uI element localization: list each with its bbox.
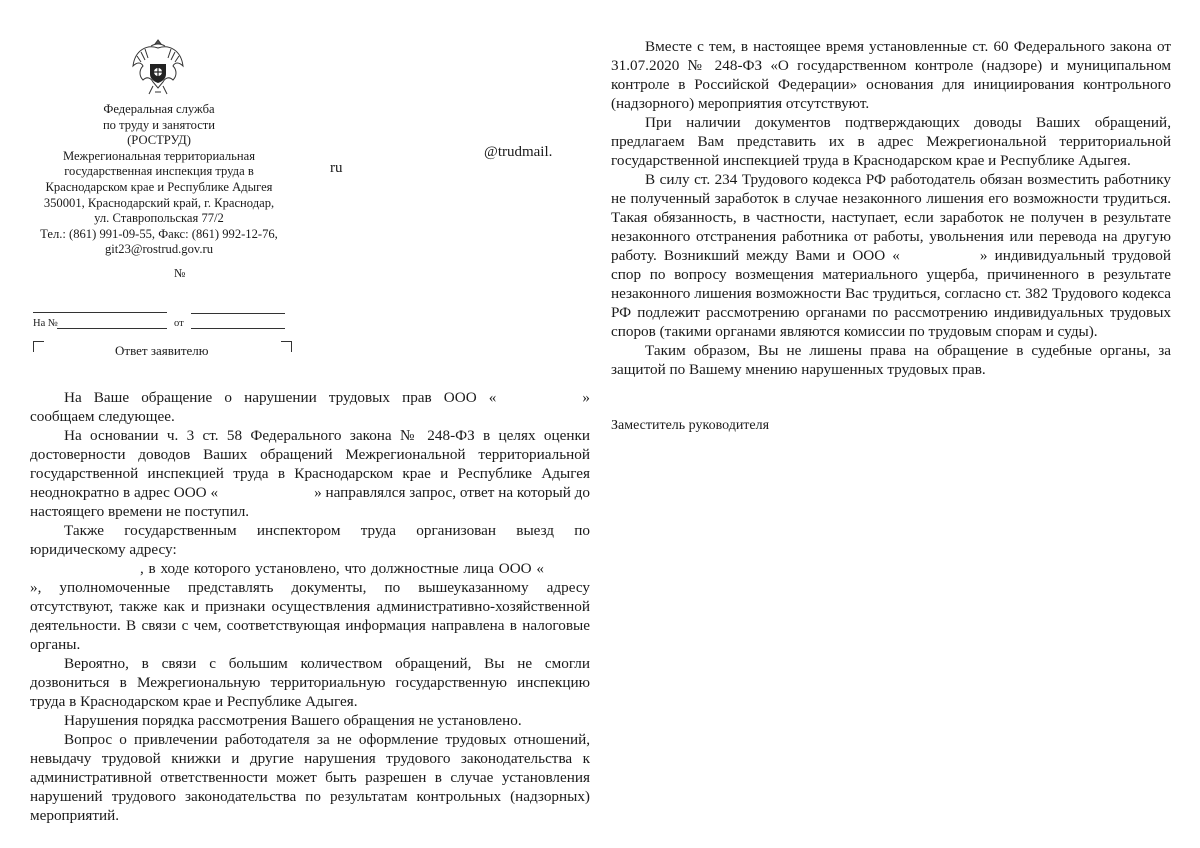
letterhead-line: 350001, Краснодарский край, г. Краснодар, (43, 195, 275, 210)
letterhead-line: Краснодарском крае и Республике Адыгея (45, 179, 273, 194)
paragraph: Вопрос о привлечении работодателя за не оформление трудовых отношений, невыдачу трудовой книжки и другие нарушения трудового законодательства к административной ответственности может быть разрешен в случае установления нарушений трудового законодательства по результатам контрольных (надзорных) мероприятий. (30, 731, 590, 824)
ref-number-field (57, 328, 167, 329)
subject-corner-left (33, 341, 44, 352)
letterhead-line: государственная инспекция труда в (64, 164, 254, 179)
paragraph (30, 426, 590, 521)
paragraph (611, 170, 1171, 341)
letter-body-right (611, 37, 1171, 379)
letterhead-line: git23@rostrud.gov.ru (104, 242, 214, 257)
outgoing-number-label: № (174, 266, 186, 280)
paragraph: Таким образом, Вы не лишены права на обращение в судебные органы, за защитой по Вашему мнению нарушенных трудовых прав. (611, 342, 1171, 378)
recipient-email-tld: ru (330, 160, 343, 176)
letterhead-line: (РОСТРУД) (127, 133, 191, 148)
ref-number-label: На № (33, 318, 58, 329)
signature-title: Заместитель руководителя (611, 418, 770, 433)
paragraph-text: На основании ч. 3 ст. 58 Федерального закона № 248-ФЗ в целях оценки достоверности доводов Ваших обращений Межрегиональной территориальной государственной инспекцией труда в Краснодарском крае и Республике Адыгея неоднократно в адрес ООО « (30, 427, 590, 501)
letterhead-line: ул. Ставропольская 77/2 (94, 211, 224, 226)
paragraph (30, 521, 590, 654)
coat-of-arms-icon (129, 36, 187, 100)
paragraph-text: В силу ст. 234 Трудового кодекса РФ работодатель обязан возместить работнику не полученный заработок в случае незаконного лишения его возможности трудиться. Такая обязанность, в частности, наступает, если заработок не получен в результате незаконного отстранения работника от работы, увольнения или перевода на другую работу. Возникший между Вами и ООО « (611, 171, 1171, 264)
letterhead-line: по труду и занятости (102, 117, 216, 132)
paragraph (30, 388, 590, 426)
subject-corner-right (281, 341, 292, 352)
paragraph-text: » сообщаем следующее. (30, 389, 590, 425)
paragraph: Вместе с тем, в настоящее время установленные ст. 60 Федерального закона от 31.07.2020 № 248-ФЗ «О государственном контроле (надзоре) и муниципальном контроле в Российской Федерации» основания для инициирования контрольного (надзорного) мероприятия отсутствуют. (611, 38, 1171, 112)
paragraph: Нарушения порядка рассмотрения Вашего обращения не установлено. (64, 712, 522, 729)
ref-date-field (191, 328, 285, 329)
subject-line: Ответ заявителю (115, 343, 209, 358)
paragraph-text: », уполномоченные представлять документы, по вышеуказанному адресу отсутствуют, также как и признаки осуществления административно-хозяйственной деятельности. В связи с чем, соответствующая информация направлена в налоговые органы. (30, 579, 590, 653)
letterhead-line: Тел.: (861) 991-09-55, Факс: (861) 992-12-76, (40, 226, 278, 241)
paragraph: При наличии документов подтверждающих доводы Ваших обращений, предлагаем Вам представить их в адрес Межрегиональной территориальной государственной инспекцией труда в Краснодарском крае и Республике Адыгея. (611, 114, 1171, 169)
letterhead-line: Федеральная служба (103, 102, 215, 116)
paragraph-text: , в ходе которого установлено, что должностные лица ООО « (140, 560, 544, 577)
outgoing-number-field (191, 313, 285, 314)
letterhead-line: Межрегиональная территориальная (62, 148, 256, 163)
letterhead (28, 102, 290, 258)
paragraph: Вероятно, в связи с большим количеством обращений, Вы не смогли дозвониться в Межрегиональную территориальную государственную инспекцию труда в Краснодарском крае и Республике Адыгея. (30, 655, 590, 710)
outgoing-date-field (33, 312, 167, 313)
recipient-email-domain: @trudmail. (484, 144, 553, 160)
paragraph-text: » направлялся запрос, ответ на который до настоящего времени не поступил. (30, 484, 590, 520)
paragraph-text: » индивидуальный трудовой спор по вопросу возмещения материального ущерба, причиненного в результате незаконного лишения возможности Вас трудиться, согласно ст. 382 Трудового кодекса РФ подлежит рассмотрению органами по рассмотрению индивидуальных трудовых споров (такими органами являются комиссии по трудовым спорам и суды). (611, 247, 1171, 340)
letter-body-left (30, 388, 590, 825)
paragraph-text: На Ваше обращение о нарушении трудовых прав ООО « (64, 389, 497, 406)
paragraph-text: Также государственным инспектором труда организован выезд по юридическому адресу: (30, 522, 590, 558)
ref-date-label: от (174, 318, 184, 329)
